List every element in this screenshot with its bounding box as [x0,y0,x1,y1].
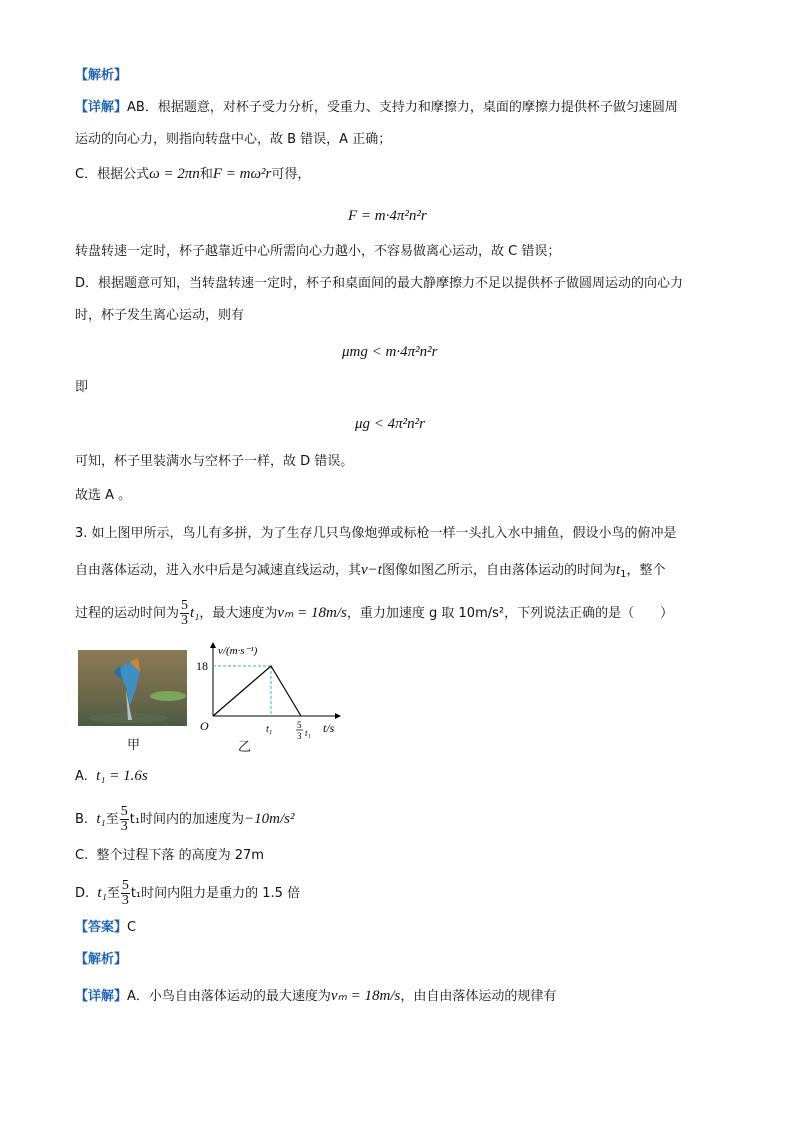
x-tick-3: 3 [297,731,302,741]
detail-line-3: C．根据公式ω = 2πn和F = mω²r可得， [75,166,311,182]
y-axis-label: v/(m·s⁻¹) [218,645,258,657]
detail-line-1: 【详解】AB．根据题意，对杯子受力分析，受重力、支持力和摩擦力，桌面的摩擦力提供杯子做匀速圆周 [75,100,678,115]
answer-line: 【答案】C [75,920,137,935]
detail-line-5: D．根据题意可知，当转盘转速一定时，杯子和桌面间的最大静摩擦力不足以提供杯子做圆周运动的向心力 [75,276,684,291]
detail-q3-line-1: 【详解】A．小鸟自由落体运动的最大速度为vₘ = 18m/s，由自由落体运动的规律有 [75,988,557,1004]
x-tick-t1: t₁ [266,724,273,735]
caption-yi: 乙 [238,740,252,755]
x-tick-5: 5 [297,720,302,730]
option-d: D. t₁至 $\frac{5}{3}$ t₁时间内阻力是重力的 1.5 倍 [75,878,301,908]
vt-line [213,666,301,716]
vt-graph [195,640,345,748]
fraction-5-3: $\frac{5}{3}$ [181,598,189,628]
option-c: C. 整个过程下落 的高度为 27m [75,848,264,863]
caption-jia: 甲 [127,738,141,753]
question-3-line-2: 自由落体运动，进入水中后是匀减速直线运动，其v−t图像如图乙所示，自由落体运动的时间为$t_1$，整个 [75,562,666,580]
equation-3: μg < 4π²n²r [355,416,425,432]
analysis-tag-1: 【解析】 [75,68,128,83]
y-tick-18: 18 [196,659,208,673]
detail-line-8: 可知，杯子里装满水与空杯子一样，故 D 错误。 [75,454,354,469]
question-3-line-1: 3. 如上图甲所示，鸟儿有多拼，为了生存几只鸟像炮弹或标枪一样一头扎入水中捕鱼，假设小鸟的俯冲是 [75,526,677,541]
x-tick-t1b: t₁ [305,728,311,738]
detail-line-2: 运动的向心力，则指向转盘中心，故 B 错误，A 正确； [75,132,392,147]
detail-line-4: 转盘转速一定时，杯子越靠近中心所需向心力越小，不容易做离心运动，故 C 错误； [75,244,561,259]
analysis-tag-2: 【解析】 [75,952,128,967]
option-a: A. t₁ = 1.6s [75,768,148,784]
option-b: B. t₁至 $\frac{5}{3}$ t₁时间内的加速度为−10m/s² [75,804,295,834]
y-axis-arrow [210,642,216,648]
x-axis-arrow [335,713,341,719]
detail-line-9: 故选 A 。 [75,488,132,503]
origin-label: O [200,719,209,733]
x-axis-label: t/s [323,721,335,735]
detail-line-6: 时，杯子发生离心运动，则有 [75,308,245,323]
equation-1: F = m·4π²n²r [348,208,427,224]
kingfisher-photo [78,650,187,726]
detail-line-7: 即 [75,380,89,395]
question-3-line-3: 过程的运动时间为 $\frac{5}{3}$ t₁，最大速度为vₘ = 18m/s，重力加速度 g 取 10m/s²，下列说法正确的是（ ） [75,598,674,628]
equation-2: μmg < m·4π²n²r [342,344,438,360]
